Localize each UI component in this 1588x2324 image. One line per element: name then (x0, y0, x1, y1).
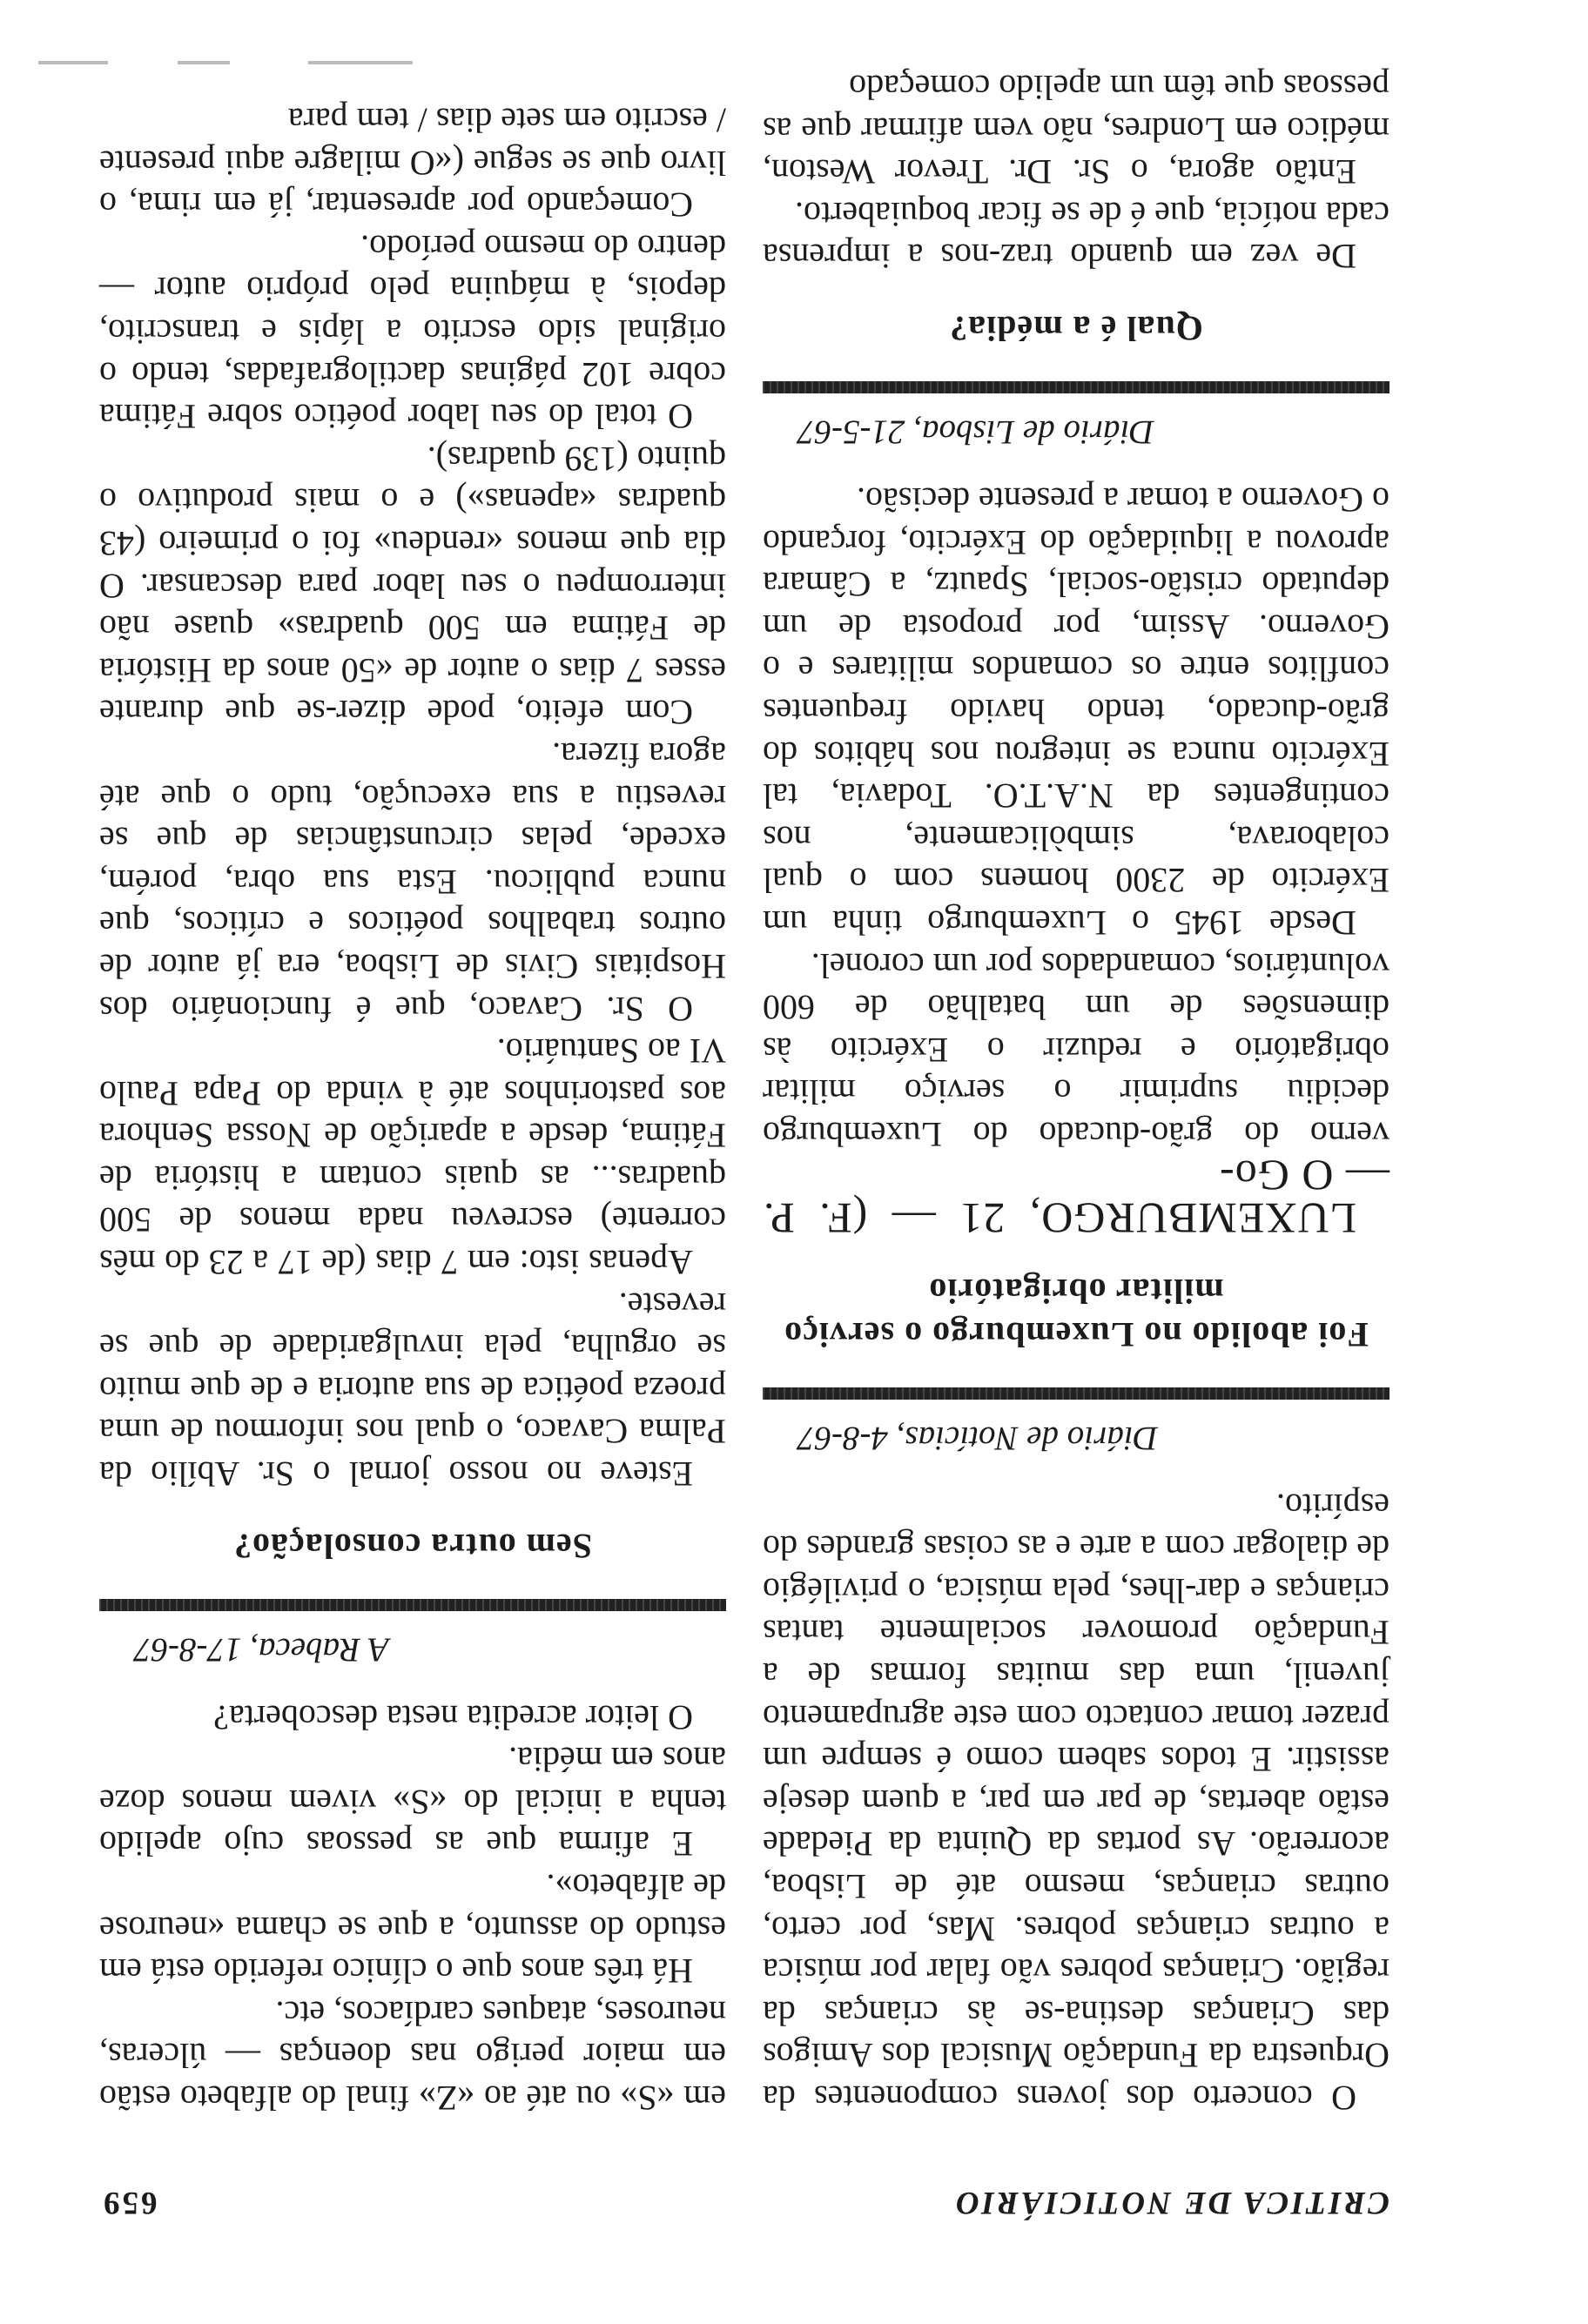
left-column (763, 65, 1390, 2119)
paragraph: Então agora, o Sr. Dr. Trevor Weston, médico em Londres, não vem afirmar que as pessoas que têm um apelido começado (763, 68, 1390, 192)
heading-line: militar obrigatório (928, 1272, 1224, 1312)
paragraph: em «S» ou até ao «Z» final do alfabeto estão em maior perigo nas doenças — úlceras, neuroses, ataques cardíacos, etc. (99, 1993, 726, 2118)
paragraph: Com efeito, pode dizer-se que durante esses 7 dias o autor de «50 anos da História de Fátima em 500 quadras» quase não interrompeu o seu labor para descansar. O dia que menos «rendeu» foi o primeiro (43 quadras «apenas») e o mais produtivo o quinto (139 quadras). (99, 439, 726, 733)
page-number: 659 (101, 2185, 158, 2220)
paragraph: Apenas isto: em 7 dias (de 17 a 23 do mês corrente) escreveu nada menos de 500 quadras... as quais contam a história de Fátima, desde a aparição de Nossa Senhora aos pastorinhos até à vinda do Papa Paulo VI ao Santuário. (99, 1031, 726, 1283)
paragraph: Há três anos que o clínico referido está em estudo do assunto, a que se chama «neurose de alfabeto». (99, 1867, 726, 1992)
divider-rule (763, 381, 1390, 393)
right-column (99, 98, 726, 2119)
paragraph: E afirma que as pessoas cujo apelido tenha a inicial do «S» vivem menos doze anos em média. (99, 1740, 726, 1864)
article-heading: Sem outra consolação? (232, 1527, 593, 1567)
paragraph: O total do seu labor poético sobre Fátima cobre 102 páginas dactilografadas, tendo o original sido escrito a lápis e transcrito, depois, à máquina pelo próprio autor — dentro do mesmo período. (99, 227, 726, 437)
paragraph: De vez em quando traz-nos a imprensa cada notícia, que é de se ficar boquiaberto. (763, 194, 1390, 277)
article-heading: Qual é a média? (949, 309, 1203, 349)
scan-artifact (178, 61, 230, 64)
running-head-title: CRITICA DE NOTICIÁRIO (953, 2185, 1390, 2220)
paragraph: Desde 1945 o Luxemburgo tinha um Exército de 2300 homens com o qual colaborava, simbòlicamente, nos contingentes da N.A.T.O. Todavia, tal Exército nunca se integrou nos hábitos do grão-ducado, tendo havido frequentes conflitos entre os comandos militares e o Governo. Assim, por proposta de um deputado cristão-social, Spautz, a Câmara aprovou a liquidação do Exército, forçando o Governo a tomar a presente decisão. (763, 480, 1390, 943)
source-citation: Diário de Lisboa, 21-5-67 (797, 413, 1154, 452)
paragraph: Começando por apresentar, já em rima, o livro que se segue («O milagre aqui presente / escrito em sete dias / tem para (99, 101, 726, 225)
divider-rule (99, 1599, 726, 1611)
divider-rule (763, 1387, 1390, 1400)
scan-artifact (38, 61, 108, 64)
dateline: LUXEMBURGO, 21 — (F. P. — O Go- (763, 1152, 1390, 1244)
paragraph: O leitor acredita nesta descoberta? (213, 1697, 693, 1737)
article-heading (763, 1269, 1390, 1356)
paragraph: verno do grão-ducado do Luxemburgo decidiu suprimir o serviço militar obrigatório e reduzir o Exército às dimensões de um batalhão de 600 voluntários, comandados por um coronel. (763, 945, 1390, 1154)
paragraph: O concerto dos jovens componentes da Orquestra da Fundação Musical dos Amigos das Crianças destina-se às crianças da região. Crianças pobres vão falar por música a outras crianças pobres. Mas, por certo, outras crianças, mesmo até de Lisboa, acorrerão. As portas da Quinta da Piedade estão abertas, de par em par, a quem deseje assistir. E todos sabem como é sempre um prazer tomar contacto com este agrupamento juvenil, uma das muitas formas de a Fundação promover socialmente tantas crianças e dar-lhes, pela música, o privilégio de dialogar com a arte e as coisas grandes do espírito. (763, 1486, 1390, 2118)
source-citation: Diário de Notícias, 4-8-67 (797, 1420, 1158, 1458)
paragraph: Esteve no nosso jornal o Sr. Abílio da Palma Cavaco, o qual nos informou de uma proeza poética de sua autoria e de que muito se orgulha, pela invulgaridade de que se reveste. (99, 1285, 726, 1494)
paragraph: O Sr. Cavaco, que é funcionário dos Hospitais Civis de Lisboa, era já autor de outros trabalhos poéticos e críticos, que nunca publicou. Esta sua obra, porém, excede, pelas circunstâncias de que se revestiu a sua execução, tudo o que até agora fizera. (99, 735, 726, 1029)
scan-artifact (308, 61, 413, 64)
heading-line: Foi abolido no Luxemburgo o serviço (784, 1315, 1369, 1355)
source-citation: A Rabeca, 17-8-67 (134, 1631, 389, 1669)
